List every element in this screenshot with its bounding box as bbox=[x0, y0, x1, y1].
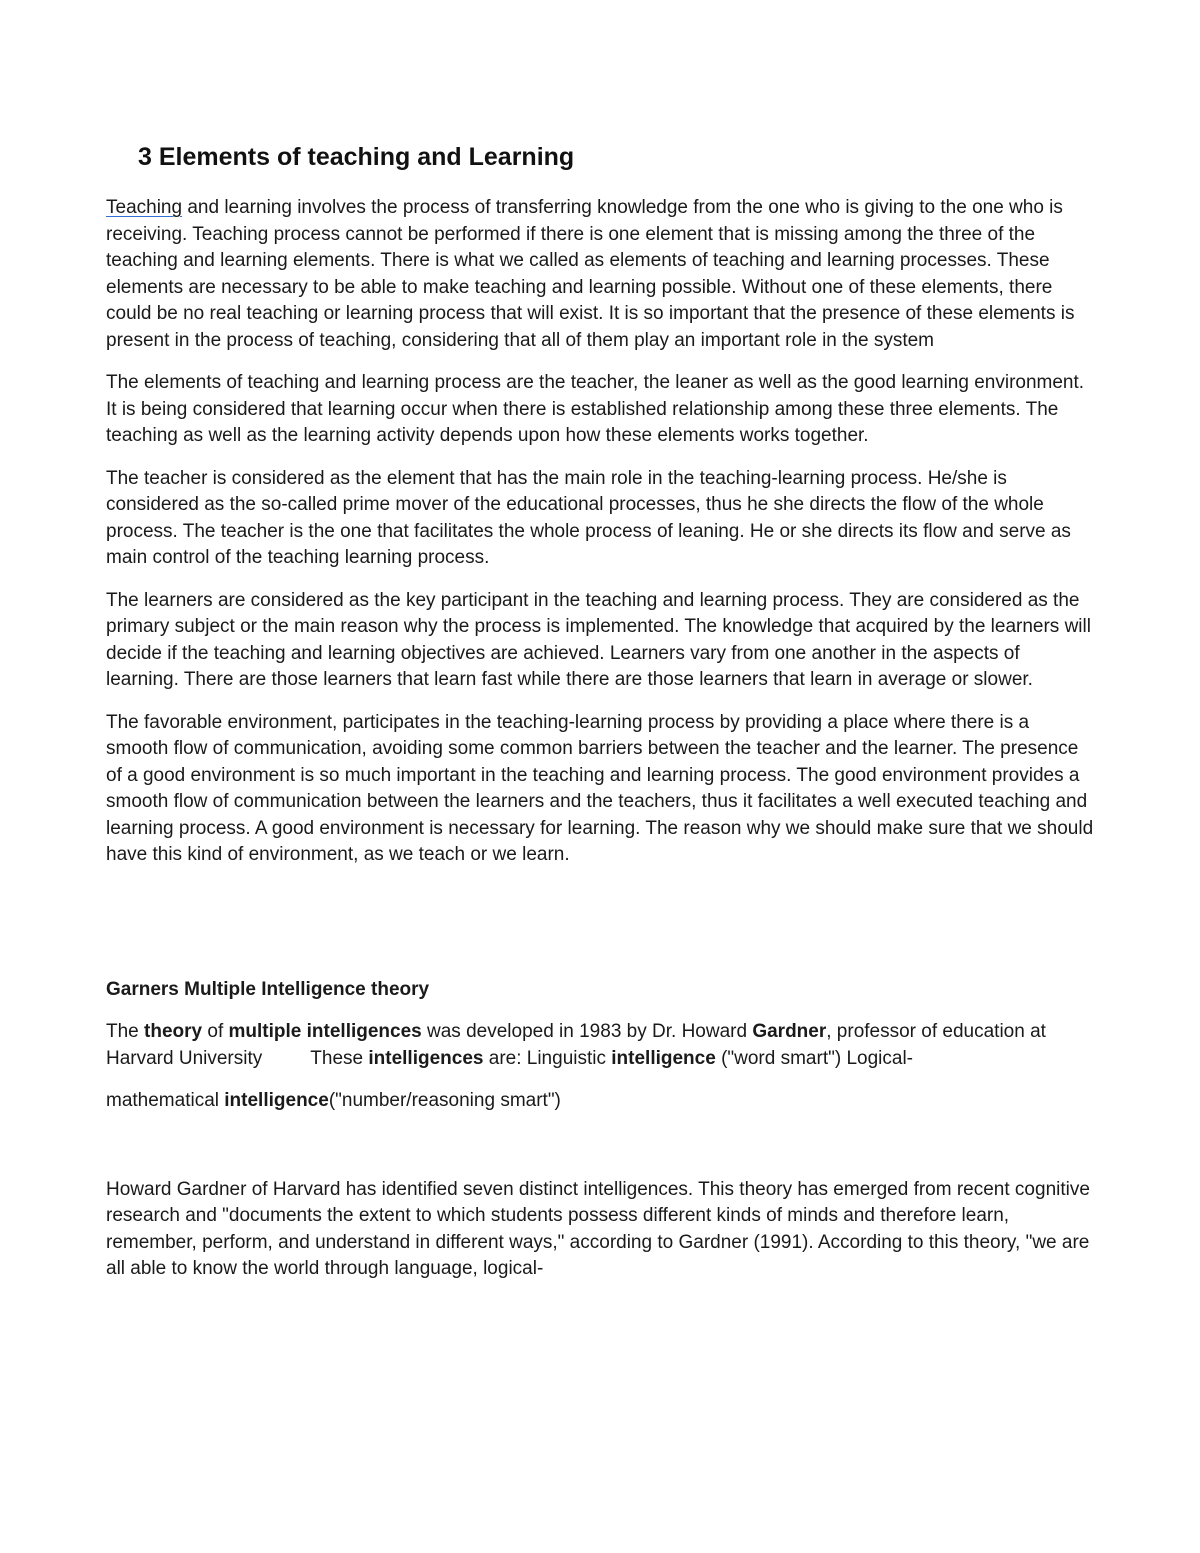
blank-space bbox=[106, 885, 1096, 977]
text-run: These bbox=[310, 1047, 369, 1069]
paragraph-gardner: Howard Gardner of Harvard has identified seven distinct intelligences. This theory has emerged from recent cognitive research and "documents the extent to which students possess different kinds of minds and therefore learn, remember, perform, and understand in different ways," according to Gardner (1991). According to this theory, "we are all able to know the world through language, logical- bbox=[106, 1178, 1090, 1279]
blank-space bbox=[106, 1131, 1096, 1177]
paragraph-environment: The favorable environment, participates in the teaching-learning process by providing a place where there is a smooth flow of communication, avoiding some common barriers between the teacher and the learner. The presence of a good environment is so much important in the teaching and learning process. The good environment provides a smooth flow of communication between the learners and the teachers, thus it facilitates a well executed teaching and learning process. A good environment is necessary for learning. The reason why we should make sure that we should have this kind of environment, as we teach or we learn. bbox=[106, 711, 1094, 865]
text-run: was developed in 1983 by Dr. Howard bbox=[421, 1021, 753, 1042]
text-run: ("word smart") Logical- bbox=[715, 1047, 913, 1069]
text-run: mathematical bbox=[106, 1090, 225, 1111]
paragraph-theory-intro bbox=[106, 1019, 1096, 1072]
document-body bbox=[106, 140, 1096, 1299]
paragraph-elements: The elements of teaching and learning process are the teacher, the leaner as well as the good learning environment. It is being considered that learning occur when there is established relationship among these three elements. The teaching as well as the learning activity depends upon how these elements works together. bbox=[106, 372, 1085, 446]
text-run: are: Linguistic bbox=[483, 1047, 612, 1069]
paragraph-learners: The learners are considered as the key participant in the teaching and learning process. They are considered as the primary subject or the main reason why the process is implemented. The knowledge that acquired by the learners will decide if the teaching and learning objectives are achieved. Learners vary from one another in the aspects of learning. There are those learners that learn fast while there are those learners that learn in average or slower. bbox=[106, 589, 1091, 690]
bold-run: intelligences bbox=[368, 1047, 484, 1069]
paragraph-intro bbox=[106, 195, 1096, 354]
document-title: 3 Elements of teaching and Learning bbox=[138, 143, 575, 171]
paragraph-teacher: The teacher is considered as the element that has the main role in the teaching-learning process. He/she is considered as the so-called prime mover of the educational processes, thus he she directs the flow of the whole process. The teacher is the one that facilitates the whole process of leaning. He or she directs its flow and serve as main control of the teaching learning process. bbox=[106, 467, 1071, 568]
paragraph-theory-continuation bbox=[106, 1088, 1096, 1115]
text-run: The bbox=[106, 1021, 145, 1042]
bold-run: theory bbox=[144, 1021, 203, 1042]
bold-run: intelligence bbox=[224, 1090, 329, 1111]
text-run: ("number/reasoning smart") bbox=[328, 1090, 561, 1111]
text-run: of bbox=[202, 1021, 229, 1042]
bold-run: Gardner bbox=[752, 1021, 827, 1042]
bold-run: intelligence bbox=[611, 1047, 716, 1069]
bold-run: multiple intelligences bbox=[228, 1021, 422, 1042]
paragraph-intro-text: and learning involves the process of transferring knowledge from the one who is giving to the one who is receiving. Teaching process cannot be performed if there is one element that is missing among the three of the teaching and learning elements. There is what we called as elements of teaching and learning processes. These elements are necessary to be able to make teaching and learning possible. Without one of these elements, there could be no real teaching or learning process that will exist. It is so important that the presence of these elements is present in the process of teaching, considering that all of them play an important role in the system bbox=[106, 197, 1075, 351]
section-heading: Garners Multiple Intelligence theory bbox=[106, 978, 430, 1000]
text-run: , professor of education at Harvard University bbox=[106, 1021, 1046, 1069]
spellcheck-marked-word: Teaching bbox=[106, 197, 183, 218]
